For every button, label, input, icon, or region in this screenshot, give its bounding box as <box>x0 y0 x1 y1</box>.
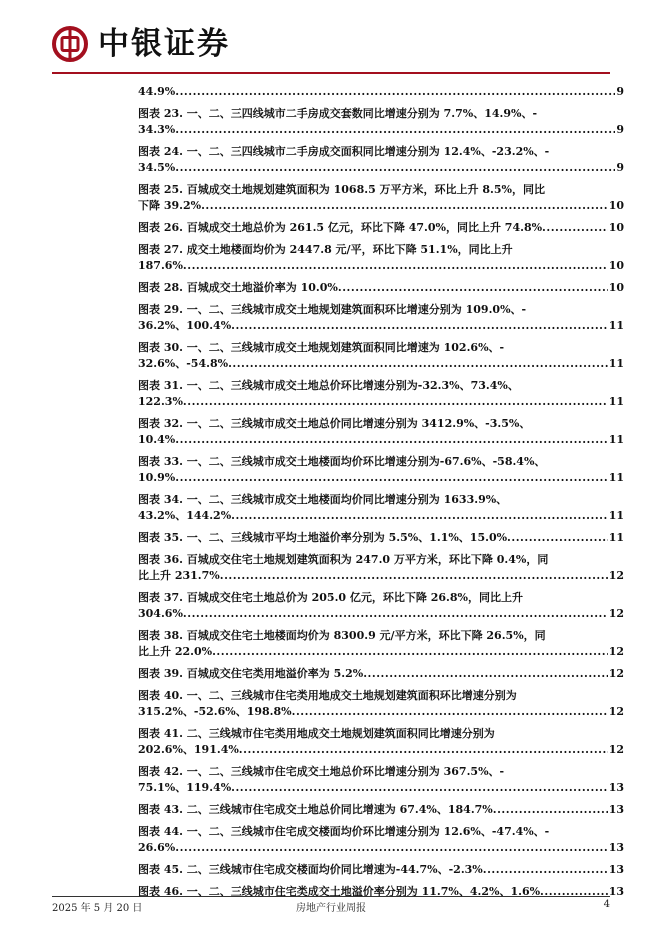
brand-name: 中银证券 <box>98 26 230 62</box>
toc-entry[interactable] <box>138 884 624 900</box>
toc-entry-title: 图表 39. 百城成交住宅类用地溢价率为 5.2% <box>138 667 364 680</box>
toc-leader-dots <box>363 666 607 682</box>
toc-entry-title-cont: 187.6% <box>138 259 183 272</box>
toc-leader-dots <box>175 432 607 448</box>
toc-leader-dots <box>542 220 608 236</box>
toc-lead-entry[interactable] <box>138 84 624 100</box>
toc-entry-title: 图表 25. 百城成交土地规划建筑面积为 1068.5 万平方米，环比上升 8.5%，同比 <box>138 183 545 196</box>
toc-entry-title-cont: 315.2%、-52.6%、198.8% <box>138 705 292 718</box>
toc-page-number: 12 <box>608 607 624 620</box>
toc-leader-dots <box>239 742 608 758</box>
toc-entry-title-cont: 34.3% <box>138 123 176 136</box>
toc-entry-title: 图表 30. 一、二、三线城市成交土地规划建筑面积同比增速为 102.6%、- <box>138 341 505 354</box>
toc-page-number: 13 <box>608 781 624 794</box>
toc-entry[interactable] <box>138 688 624 720</box>
toc-leader-dots <box>231 780 608 796</box>
toc-leader-dots <box>201 198 608 214</box>
toc-entry-title-cont: 比上升 22.0% <box>138 645 213 658</box>
toc-entry[interactable] <box>138 220 624 236</box>
toc-leader-dots <box>507 530 608 546</box>
toc-leader-dots <box>231 508 608 524</box>
toc-page-number: 11 <box>608 531 624 544</box>
toc-leader-dots <box>228 356 608 372</box>
toc-entry-title-cont: 10.4% <box>138 433 176 446</box>
toc-entry-title: 图表 43. 二、三线城市住宅成交土地总价同比增速为 67.4%、184.7% <box>138 803 493 816</box>
toc-entry-title: 图表 38. 百城成交住宅土地楼面均价为 8300.9 元/平方米，环比下降 26.5%，同 <box>138 629 546 642</box>
toc-entry-title: 图表 34. 一、二、三线城市成交土地楼面均价同比增速分别为 1633.9%、 <box>138 493 508 506</box>
toc-entry-title-cont: 26.6% <box>138 841 176 854</box>
toc-leader-dots <box>175 840 607 856</box>
toc-entry[interactable] <box>138 726 624 758</box>
toc-entry-title: 图表 37. 百城成交住宅土地总价为 205.0 亿元，环比下降 26.8%，同比上升 <box>138 591 523 604</box>
toc-entry-title: 图表 35. 一、二、三线城市平均土地溢价率分别为 5.5%、1.1%、15.0% <box>138 531 508 544</box>
toc-entry[interactable] <box>138 144 624 176</box>
toc-page-number: 13 <box>608 885 624 898</box>
toc-entry[interactable] <box>138 862 624 878</box>
toc-leader-dots <box>183 394 608 410</box>
toc-page-number: 12 <box>608 705 624 718</box>
toc-entry[interactable] <box>138 590 624 622</box>
toc-entry-title-cont: 43.2%、144.2% <box>138 509 232 522</box>
toc-entry[interactable] <box>138 530 624 546</box>
toc-entry-title: 图表 45. 二、三线城市住宅成交楼面均价同比增速为-44.7%、-2.3% <box>138 863 483 876</box>
toc-entry-title-cont: 10.9% <box>138 471 176 484</box>
toc-page-number: 10 <box>608 199 624 212</box>
toc-page-number: 13 <box>608 863 624 876</box>
toc-entry[interactable] <box>138 182 624 214</box>
toc-entry[interactable] <box>138 454 624 486</box>
toc-entry-title: 图表 26. 百城成交土地总价为 261.5 亿元，环比下降 47.0%，同比上升 74.8% <box>138 221 543 234</box>
toc-entry[interactable] <box>138 242 624 274</box>
toc-entry[interactable] <box>138 666 624 682</box>
toc-entry-title-cont: 比上升 231.7% <box>138 569 220 582</box>
toc-entry[interactable] <box>138 552 624 584</box>
toc-entry[interactable] <box>138 824 624 856</box>
toc-leader-dots <box>540 884 608 900</box>
toc-page-number: 11 <box>608 357 624 370</box>
brand-logo <box>52 26 230 62</box>
toc-leader-dots <box>175 122 615 138</box>
toc-entry-title: 图表 44. 一、二、三线城市住宅成交楼面均价环比增速分别为 12.6%、-47.4%、- <box>138 825 550 838</box>
toc-entry-title-cont: 122.3% <box>138 395 183 408</box>
toc-entry-title-cont: 下降 39.2% <box>138 199 202 212</box>
toc-leader-dots <box>220 568 608 584</box>
toc-entry-title: 图表 31. 一、二、三线城市成交土地总价环比增速分别为-32.3%、73.4%、 <box>138 379 519 392</box>
footer-date: 2025 年 5 月 20 日 <box>52 903 143 914</box>
toc-page-number: 10 <box>608 259 624 272</box>
toc-leader-dots <box>231 318 608 334</box>
toc-entry[interactable] <box>138 106 624 138</box>
toc-entry-title-cont: 36.2%、100.4% <box>138 319 232 332</box>
bank-of-china-logo-icon <box>52 26 88 62</box>
toc-page-number: 12 <box>608 743 624 756</box>
table-of-figures <box>138 84 624 906</box>
page-footer <box>52 899 610 913</box>
toc-leader-dots <box>175 470 607 486</box>
toc-leader-dots <box>175 160 615 176</box>
toc-entry-title: 图表 24. 一、二、三四线城市二手房成交面积同比增速分别为 12.4%、-23.2%、- <box>138 145 550 158</box>
toc-entry-title: 图表 46. 一、二、三线城市住宅类成交土地溢价率分别为 11.7%、4.2%、1.6% <box>138 885 541 898</box>
toc-page-number: 11 <box>608 319 624 332</box>
toc-entry-title: 图表 33. 一、二、三线城市成交土地楼面均价环比增速分别为-67.6%、-58.4%、 <box>138 455 546 468</box>
footer-page-number: 4 <box>603 899 610 910</box>
toc-entry-title: 图表 29. 一、二、三线城市成交土地规划建筑面积环比增速分别为 109.0%、- <box>138 303 527 316</box>
toc-entry-title: 图表 27. 成交土地楼面均价为 2447.8 元/平，环比下降 51.1%，同比上升 <box>138 243 513 256</box>
toc-leader-dots <box>338 280 608 296</box>
toc-page-number: 11 <box>608 395 624 408</box>
toc-entry-title: 图表 36. 百城成交住宅土地规划建筑面积为 247.0 万平方米，环比下降 0.4%，同 <box>138 553 549 566</box>
toc-page-number: 11 <box>608 509 624 522</box>
toc-entry-title: 图表 32. 一、二、三线城市成交土地总价同比增速分别为 3412.9%、-3.5%、 <box>138 417 531 430</box>
toc-entry[interactable] <box>138 492 624 524</box>
toc-entry[interactable] <box>138 280 624 296</box>
toc-entry[interactable] <box>138 378 624 410</box>
toc-entry-title: 图表 41. 二、三线城市住宅类用地成交土地规划建筑面积同比增速分别为 <box>138 727 495 740</box>
toc-leader-dots <box>292 704 608 720</box>
toc-page-number: 11 <box>608 471 624 484</box>
toc-page-number: 13 <box>608 803 624 816</box>
toc-entry[interactable] <box>138 340 624 372</box>
toc-entry[interactable] <box>138 764 624 796</box>
footer-report-name: 房地产行业周报 <box>296 903 366 914</box>
toc-page-number: 9 <box>616 161 624 174</box>
toc-page-number: 12 <box>608 645 624 658</box>
toc-entry-title-cont: 75.1%、119.4% <box>138 781 232 794</box>
toc-entry-title-cont: 304.6% <box>138 607 183 620</box>
toc-entry-title: 图表 40. 一、二、三线城市住宅类用地成交土地规划建筑面积环比增速分别为 <box>138 689 517 702</box>
page-header <box>0 0 662 70</box>
toc-entry[interactable] <box>138 302 624 334</box>
toc-leader-dots <box>483 862 608 878</box>
toc-entry-title: 图表 28. 百城成交土地溢价率为 10.0% <box>138 281 338 294</box>
toc-page-number: 10 <box>608 221 624 234</box>
toc-page-number: 12 <box>608 667 624 680</box>
toc-entry[interactable] <box>138 628 624 660</box>
toc-entry[interactable] <box>138 802 624 818</box>
toc-leader-dots <box>183 258 608 274</box>
header-divider <box>52 72 610 74</box>
toc-entry-title-cont: 34.5% <box>138 161 176 174</box>
toc-entry-title: 图表 42. 一、二、三线城市住宅成交土地总价环比增速分别为 367.5%、- <box>138 765 505 778</box>
toc-entry[interactable] <box>138 416 624 448</box>
toc-page-number: 10 <box>608 281 624 294</box>
toc-leader-dots <box>493 802 608 818</box>
footer-divider <box>52 896 610 897</box>
toc-entry-text: 44.9% <box>138 85 176 98</box>
toc-page-number: 12 <box>608 569 624 582</box>
toc-leader-dots <box>212 644 608 660</box>
toc-leader-dots <box>175 84 615 100</box>
toc-entry-title-cont: 32.6%、-54.8% <box>138 357 229 370</box>
toc-leader-dots <box>183 606 608 622</box>
toc-page-number: 9 <box>616 123 624 136</box>
toc-page-number: 13 <box>608 841 624 854</box>
toc-page-number: 11 <box>608 433 624 446</box>
toc-entry-title-cont: 202.6%、191.4% <box>138 743 239 756</box>
toc-entry-title: 图表 23. 一、二、三四线城市二手房成交套数同比增速分别为 7.7%、14.9%、- <box>138 107 538 120</box>
toc-page-number: 9 <box>616 85 624 98</box>
